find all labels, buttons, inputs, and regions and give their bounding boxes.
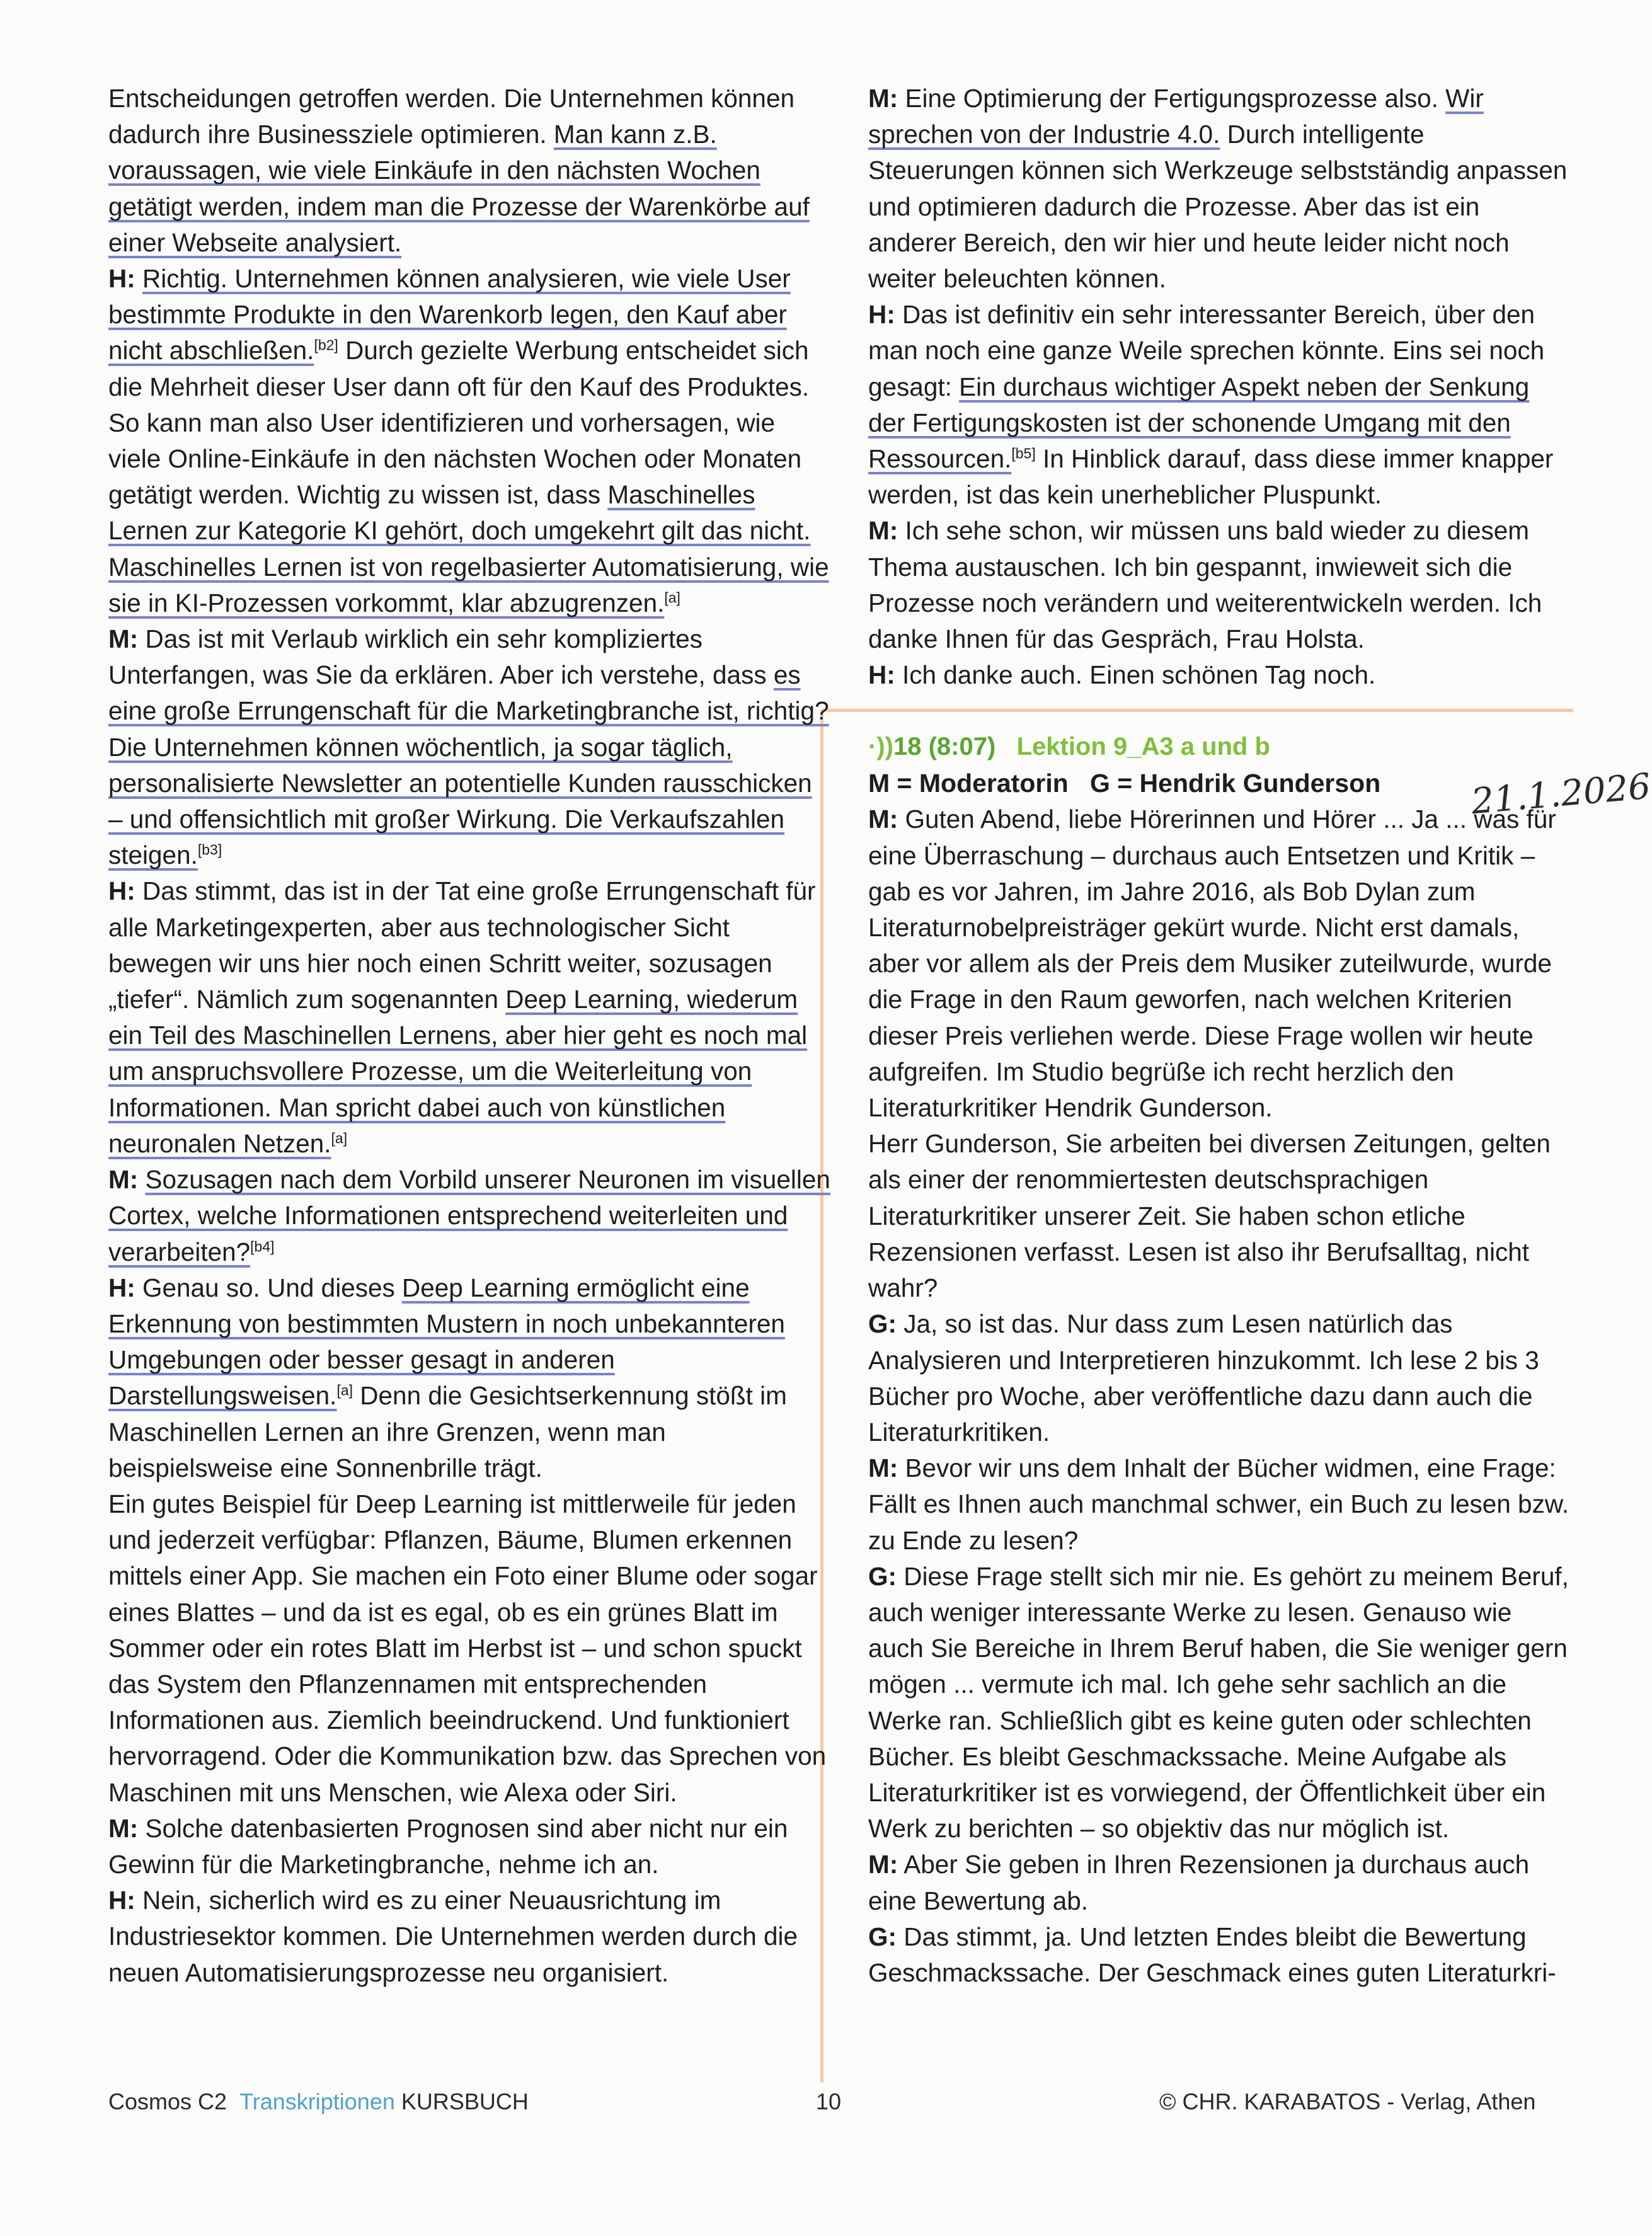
highlighted-text: Wir sprechen von der Industrie 4.0. <box>868 84 1484 149</box>
speaker-label: G: <box>868 1922 897 1951</box>
speaker-label: M: <box>108 1813 139 1843</box>
footnote-ref: [b3] <box>197 841 222 858</box>
highlighted-text: Richtig. Unternehmen können analysieren, wie viele User bestimmte Produkte in den Warenkorb legen, den Kauf aber nicht abschließen. <box>108 264 791 365</box>
paragraph: H: Das stimmt, das ist in der Tat eine große Errungenschaft für alle Marketingexperten, aber aus technologischer Sicht bewegen wir uns hier noch einen Schritt weiter, sozusagen „tiefer“. Nämlich zum sogenannten Deep Learning, wiederum ein Teil des Maschinellen Lernens, aber hier geht es noch mal um anspruchsvollere Prozesse, um die Weiterleitung von Informationen. Man spricht dabei auch von künstlichen neuronalen Netzen.[a] <box>108 876 816 1158</box>
paragraph: Entscheidungen getroffen werden. Die Unternehmen können dadurch ihre Businessziele optimieren. Man kann z.B. voraussagen, wie viele Einkäufe in den nächsten Wochen getätigt werden, indem man die Prozesse der Warenkörbe auf einer Webseite analysiert. <box>108 84 810 257</box>
section-spacer <box>868 693 1571 728</box>
book-title: Cosmos C2 <box>108 2089 227 2114</box>
speaker-label: M: <box>868 805 898 834</box>
footnote-ref: [a] <box>664 589 680 606</box>
speaker-label: M: <box>868 84 898 113</box>
audio-icon: ·)) <box>868 733 893 761</box>
footer-book-info <box>108 2089 529 2115</box>
paragraph: Ein gutes Beispiel für Deep Learning ist mittlerweile für jeden und jederzeit verfügbar: Pflanzen, Bäume, Blumen erkennen mittels einer App. Sie machen ein Foto einer Blume oder sogar eines Blattes – und da ist es egal, ob es ein grünes Blatt im Sommer oder ein rotes Blatt im Herbst ist – und schon spuckt das System den Pflanzennamen mit entsprechenden Informationen aus. Ziemlich beeindruckend. Und funktioniert hervorragend. Oder die Kommunikation bzw. das Sprechen von Maschinen mit uns Menschen, wie Alexa oder Siri. <box>108 1489 827 1807</box>
speaker-label: H: <box>868 300 895 330</box>
paragraph: M: Bevor wir uns dem Inhalt der Bücher widmen, eine Frage: Fällt es Ihnen auch manchmal schwer, ein Buch zu lesen bzw. zu Ende zu lesen? <box>868 1453 1569 1555</box>
paragraph: G: Diese Frage stellt sich mir nie. Es gehört zu meinem Beruf, auch weniger interessante Werke zu lesen. Genauso wie auch Sie Bereiche in Ihrem Beruf haben, die Sie weniger gern mögen ... vermute ich mal. Ich gehe sehr sachlich an die Werke ran. Schließlich gibt es keine guten oder schlechten Bücher. Es bleibt Geschmackssache. Meine Aufgabe als Literaturkritiker ist es vorwiegend, der Öffentlichkeit über ein Werk zu berichten – so objektiv das nur möglich ist. <box>868 1561 1569 1843</box>
speaker-label: M: <box>868 516 898 546</box>
paragraph: H: Nein, sicherlich wird es zu einer Neuausrichtung im Industriesektor kommen. Die Unternehmen werden durch die neuen Automatisierungsprozesse neu organisiert. <box>108 1886 798 1987</box>
speaker-label: H: <box>108 1273 135 1302</box>
highlighted-text: Deep Learning, wiederum ein Teil des Maschinellen Lernens, aber hier geht es noch mal um anspruchsvollere Prozesse, um die Weiterleitung von Informationen. Man spricht dabei auch von künstlichen neuronalen Netzen. <box>108 985 808 1158</box>
highlighted-text: Deep Learning ermöglicht eine Erkennung von bestimmten Mustern in noch unbekannteren Umgebungen oder besser gesagt in anderen Darstellungsweisen. <box>108 1273 785 1411</box>
speaker-label: M: <box>108 624 139 654</box>
handwritten-date: 21.1.2026 <box>1469 765 1652 823</box>
speaker-label: H: <box>868 660 895 690</box>
paragraph: H: Ich danke auch. Einen schönen Tag noch. <box>868 660 1376 690</box>
track-title: Lektion 9_A3 a und b <box>1016 733 1270 761</box>
footnote-ref: [b5] <box>1011 445 1036 462</box>
speaker-label: M: <box>868 1850 898 1879</box>
track-number: 18 (8:07) <box>893 733 996 761</box>
page-number: 10 <box>816 2089 842 2114</box>
paragraph: M: Aber Sie geben in Ihren Rezensionen ja durchaus auch eine Bewertung ab. <box>868 1850 1530 1915</box>
highlighted-text: Sozusagen nach dem Vorbild unserer Neuronen im visuellen Cortex, welche Informationen entsprechend weiterleiten und verarbeiten? <box>108 1165 830 1266</box>
highlighted-text: es eine große Errungenschaft für die Marketingbranche ist, richtig? Die Unternehmen können wöchentlich, ja sogar täglich, personalisierte Newsletter an potentielle Kunden rausschicken – und offensichtlich mit großer Wirkung. Die Verkaufszahlen steigen. <box>108 660 829 870</box>
book-type: KURSBUCH <box>401 2089 529 2114</box>
footnote-ref: [a] <box>336 1382 353 1399</box>
paragraph: H: Genau so. Und dieses Deep Learning ermöglicht eine Erkennung von bestimmten Mustern in noch unbekannteren Umgebungen oder besser gesagt in anderen Darstellungsweisen.[a] Denn die Gesichtserkennung stößt im Maschinellen Lernen an ihre Grenzen, wenn man beispielsweise eine Sonnenbrille trägt. <box>108 1273 787 1482</box>
speaker-label: H: <box>108 264 135 294</box>
footnote-ref: [b4] <box>250 1238 275 1254</box>
speaker-label: H: <box>108 1886 135 1915</box>
highlighted-text: Maschinelles Lernen zur Kategorie KI gehört, doch umgekehrt gilt das nicht. Maschinelles Lernen ist von regelbasierter Automatisierung, wie sie in KI-Prozessen vorkommt, klar abzugrenzen. <box>108 480 829 617</box>
paragraph <box>108 1162 833 1270</box>
footnote-ref: [b2] <box>314 336 338 353</box>
paragraph: H: Das ist definitiv ein sehr interessanter Bereich, über den man noch eine ganze Weile sprechen könnte. Eins sei noch gesagt: Ein durchaus wichtiger Aspekt neben der Senkung der Fertigungskosten ist der schonende Umgang mit den Ressourcen.[b5] In Hinblick darauf, dass diese immer knapper werden, ist das kein unerheblicher Pluspunkt. <box>868 300 1554 510</box>
left-column <box>108 81 833 1991</box>
speaker-label: M: <box>108 1165 139 1195</box>
paragraph: G: Das stimmt, ja. Und letzten Endes bleibt die Bewertung Geschmackssache. Der Geschmack eines guten Literaturkri- <box>868 1922 1556 1987</box>
paragraph: M: Ich sehe schon, wir müssen uns bald wieder zu diesem Thema austauschen. Ich bin gespannt, inwieweit sich die Prozesse noch verändern und weiterentwickeln werden. Ich danke Ihnen für das Gespräch, Frau Holsta. <box>868 516 1542 654</box>
paragraph: M: Das ist mit Verlaub wirklich ein sehr kompliziertes Unterfangen, was Sie da erklären. Aber ich verstehe, dass es eine große Errungenschaft für die Marketingbranche ist, richtig? Die Unternehmen können wöchentlich, ja sogar täglich, personalisierte Newsletter an potentielle Kunden rausschicken – und offensichtlich mit großer Wirkung. Die Verkaufszahlen steigen.[b3] <box>108 624 829 870</box>
speaker-label: G: <box>868 1561 897 1591</box>
roles-line: M = Moderatorin G = Hendrik Gunderson <box>868 769 1381 798</box>
highlighted-text: Man kann z.B. voraussagen, wie viele Einkäufe in den nächsten Wochen getätigt werden, indem man die Prozesse der Warenkörbe auf einer Webseite analysiert. <box>108 120 810 257</box>
right-column <box>868 81 1571 1991</box>
paragraph: M: Eine Optimierung der Fertigungsprozesse also. Wir sprechen von der Industrie 4.0. Durch intelligente Steuerungen können sich Werkzeuge selbstständig anpassen und optimieren dadurch die Prozesse. Aber das ist ein anderer Bereich, den wir hier und heute leider nicht noch weiter beleuchten können. <box>868 84 1568 294</box>
highlighted-text: Ein durchaus wichtiger Aspekt neben der Senkung der Fertigungskosten ist der schonende Umgang mit den Ressourcen. <box>868 372 1530 474</box>
paragraph: M: Solche datenbasierten Prognosen sind aber nicht nur ein Gewinn für die Marketingbranche, nehme ich an. <box>108 1813 788 1879</box>
publisher: © CHR. KARABATOS - Verlag, Athen <box>1159 2089 1536 2114</box>
footnote-ref: [a] <box>331 1130 348 1147</box>
speaker-label: H: <box>108 876 135 906</box>
section-name: Transkriptionen <box>239 2089 395 2114</box>
paragraph: Herr Gunderson, Sie arbeiten bei diversen Zeitungen, gelten als einer der renommiertesten deutschsprachigen Literaturkritiker unserer Zeit. Sie haben schon etliche Rezensionen verfasst. Lesen ist also ihr Berufsalltag, nicht wahr? <box>868 1129 1551 1303</box>
speaker-label: M: <box>868 1453 898 1483</box>
speaker-label: G: <box>868 1309 897 1339</box>
paragraph: H: Richtig. Unternehmen können analysieren, wie viele User bestimmte Produkte in den Warenkorb legen, den Kauf aber nicht abschließen.[b2] Durch gezielte Werbung entscheidet sich die Mehrheit dieser User dann oft für den Kauf des Produktes. So kann man also User identifizieren und vorhersagen, wie viele Online-Einkäufe in den nächsten Wochen oder Monaten getätigt werden. Wichtig zu wissen ist, dass Maschinelles Lernen zur Kategorie KI gehört, doch umgekehrt gilt das nicht. Maschinelles Lernen ist von regelbasierter Automatisierung, wie sie in KI-Prozessen vorkommt, klar abzugrenzen.[a] <box>108 264 829 617</box>
paragraph: G: Ja, so ist das. Nur dass zum Lesen natürlich das Analysieren und Interpretieren hinzukommt. Ich lese 2 bis 3 Bücher pro Woche, aber veröffentliche dazu dann auch die Literaturkritiken. <box>868 1309 1539 1447</box>
track-heading <box>868 728 1571 765</box>
paragraph: M: Guten Abend, liebe Hörerinnen und Hörer ... Ja ... was für eine Überraschung – durchaus auch Entsetzen und Kritik – gab es vor Jahren, im Jahre 2016, als Bob Dylan zum Literaturnobelpreisträger gekürt wurde. Nicht erst damals, aber vor allem als der Preis dem Musiker zuteilwurde, wurde die Frage in den Raum geworfen, nach welchen Kriterien dieser Preis verliehen werde. Diese Frage wollen wir heute aufgreifen. Im Studio begrüße ich recht herzlich den Literaturkritiker Hendrik Gunderson. <box>868 805 1556 1123</box>
